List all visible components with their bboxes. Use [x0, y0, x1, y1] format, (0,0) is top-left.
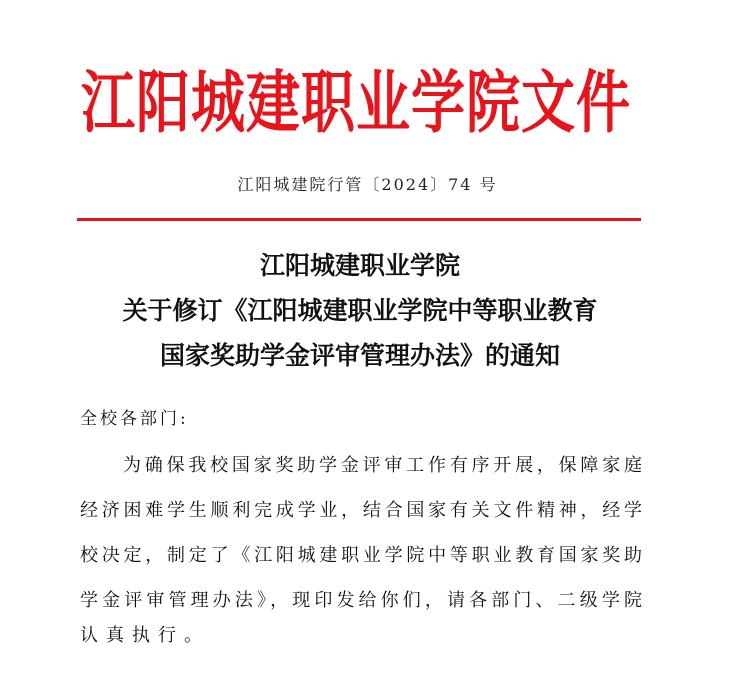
document-masthead: 江阳城建职业学院文件: [81, 62, 631, 142]
title-line-1: 江阳城建职业学院: [259, 251, 460, 280]
red-divider: [77, 218, 641, 221]
body-line: 学金评审管理办法》，现印发给你们，请各部门、二级学院: [80, 590, 642, 611]
title-line-2: 关于修订《江阳城建职业学院中等职业教育: [122, 296, 598, 325]
salutation: 全校各部门:: [80, 409, 189, 429]
body-line: 为确保我校国家奖助学金评审工作有序开展，保障家庭: [123, 455, 642, 476]
body-line: 校决定，制定了《江阳城建职业学院中等职业教育国家奖助: [80, 545, 642, 566]
title-line-3: 国家奖助学金评审管理办法》的通知: [159, 341, 560, 370]
body-line: 认真执行。: [80, 625, 210, 646]
document-number: 江阳城建院行管〔2024〕74 号: [237, 175, 498, 194]
body-line: 经济困难学生顺利完成学业，结合国家有关文件精神，经学: [80, 500, 642, 521]
